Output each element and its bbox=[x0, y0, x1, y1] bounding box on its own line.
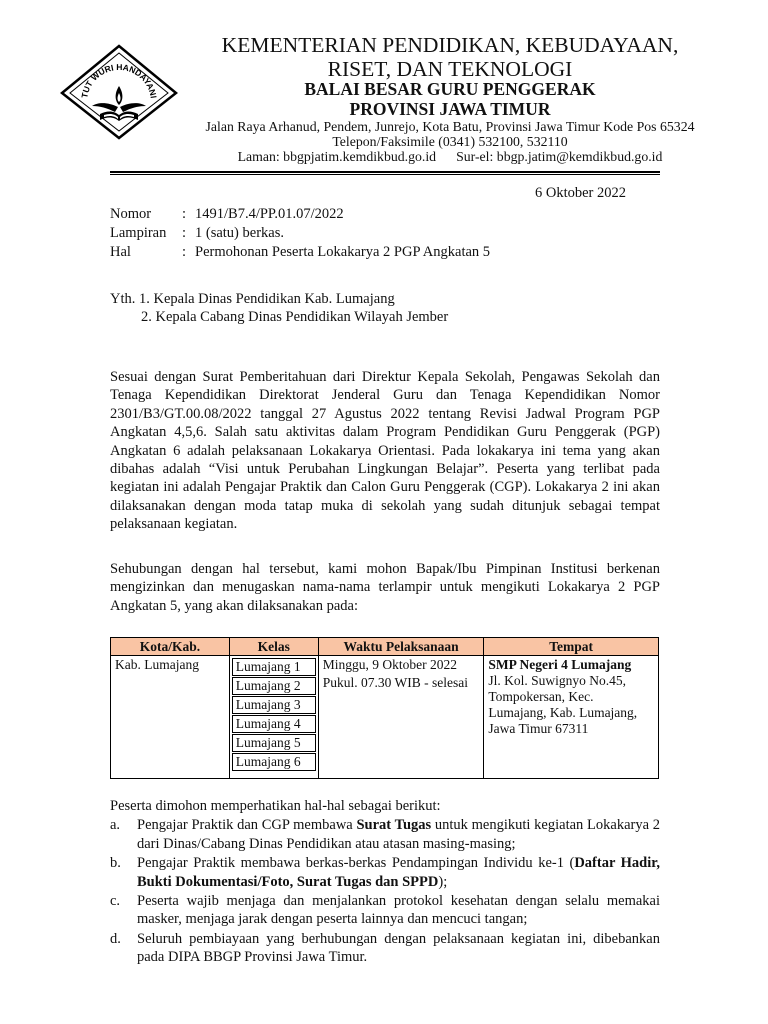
letterhead-contacts bbox=[180, 149, 720, 165]
kelas-item: Lumajang 4 bbox=[232, 715, 316, 733]
letterhead-email-link[interactable]: Sur-el: bbgp.jatim@kemdikbud.go.id bbox=[456, 149, 663, 164]
kelas-item: Lumajang 5 bbox=[232, 734, 316, 752]
list-item bbox=[110, 854, 660, 891]
cell-waktu bbox=[318, 656, 484, 779]
note-b-text-2: ); bbox=[438, 873, 448, 890]
meta-lampiran-label: Lampiran bbox=[110, 225, 167, 241]
tut-wuri-handayani-logo-icon bbox=[60, 44, 178, 140]
note-b-bold: Daftar Hadir, Bukti Dokumentasi/Foto, Surat Tugas dan SPPD bbox=[137, 855, 661, 890]
cell-kelas bbox=[229, 656, 318, 779]
meta-lampiran-value: 1 (satu) berkas. bbox=[195, 225, 284, 241]
letterhead-province: PROVINSI JAWA TIMUR bbox=[349, 99, 551, 119]
notes-section bbox=[110, 797, 660, 967]
waktu-time: Pukul. 07.30 WIB - selesai bbox=[322, 675, 468, 690]
header-tempat: Tempat bbox=[484, 638, 659, 656]
header-kota: Kota/Kab. bbox=[111, 638, 230, 656]
list-item bbox=[110, 816, 660, 853]
body-paragraph-2: Sehubungan dengan hal tersebut, kami mohon Bapak/Ibu Pimpinan Institusi berkenan mengizinkan dan menugaskan nama-nama terlampir untuk mengikuti Lokakarya 2 PGP Angkatan 5, yang akan dilaksanakan pada: bbox=[110, 561, 660, 614]
meta-hal-value: Permohonan Peserta Lokakarya 2 PGP Angkatan 5 bbox=[195, 244, 491, 260]
list-item bbox=[110, 930, 660, 967]
recipient-2: 2. Kepala Cabang Dinas Pendidikan Wilayah Jember bbox=[141, 309, 449, 325]
tempat-address: Jl. Kol. Suwignyo No.45, Tompokersan, Kec. Lumajang, Kab. Lumajang, Jawa Timur 67311 bbox=[488, 673, 638, 736]
header-waktu: Waktu Pelaksanaan bbox=[318, 638, 484, 656]
list-item bbox=[110, 892, 660, 929]
header-kelas: Kelas bbox=[229, 638, 318, 656]
letterhead-ministry-line2: RISET, DAN TEKNOLOGI bbox=[327, 57, 573, 81]
note-a-text: Pengajar Praktik dan CGP membawa bbox=[137, 817, 357, 834]
list-marker: b. bbox=[110, 855, 121, 872]
notes-intro: Peserta dimohon memperhatikan hal-hal sebagai berikut: bbox=[110, 798, 441, 814]
kelas-item: Lumajang 1 bbox=[232, 658, 316, 676]
note-c-text: Peserta wajib menjaga dan menjalankan protokol kesehatan dengan selalu memakai masker, menjaga jarak dengan peserta lainnya dan mencuci tangan; bbox=[137, 893, 660, 928]
list-marker: c. bbox=[110, 893, 121, 910]
letterhead-phone: Telepon/Faksimile (0341) 532100, 532110 bbox=[332, 134, 568, 149]
meta-hal-label: Hal bbox=[110, 244, 131, 260]
note-a-text-2: untuk mengikuti kegiatan Lokakarya 2 dari Dinas/Cabang Dinas Pendidikan atau atasan masing-masing; bbox=[137, 817, 661, 852]
kelas-item: Lumajang 3 bbox=[232, 696, 316, 714]
list-marker: a. bbox=[110, 817, 121, 834]
cell-tempat bbox=[484, 656, 659, 779]
meta-nomor-label: Nomor bbox=[110, 206, 152, 222]
meta-colon: : bbox=[182, 244, 187, 260]
body-paragraph-1: Sesuai dengan Surat Pemberitahuan dari Direktur Kepala Sekolah, Pengawas Sekolah dan Tenaga Kependidikan Direktorat Jenderal Guru dan Tenaga Kependidikan Nomor 2301/B3/GT.00.08/2022 tanggal 27 Agustus 2022 tentang Revisi Jadwal Program PGP Angkatan 4,5,6. Salah satu aktivitas dalam Program Pendidikan Guru Penggerak (PGP) Angkatan 6 adalah pelaksanaan Lokakarya Orientasi. Pada lokakarya ini tema yang akan dibahas adalah “Visi untuk Perubahan Lingkungan Belajar”. Peserta yang terlibat pada kegiatan ini adalah Pengajar Praktik dan Calon Guru Penggerak (CGP). Lokakarya 2 ini akan dilaksanakan dengan moda tatap muka di sekolah yang sudah ditunjuk sebagai tempat pelaksanaan kegiatan. bbox=[110, 369, 660, 533]
letter-date: 6 Oktober 2022 bbox=[534, 185, 626, 201]
note-a-bold: Surat Tugas bbox=[356, 817, 432, 834]
schedule-table bbox=[110, 637, 659, 779]
letterhead-ministry-line1: KEMENTERIAN PENDIDIKAN, KEBUDAYAAN, bbox=[221, 33, 679, 57]
table-row bbox=[111, 656, 659, 779]
letterhead-institution: BALAI BESAR GURU PENGGERAK bbox=[304, 79, 596, 99]
letterhead-divider-thick bbox=[110, 171, 660, 173]
note-d-text: Seluruh pembiayaan yang berhubungan dengan pelaksanaan kegiatan ini, dibebankan pada DIPA BBGP Provinsi Jawa Timur. bbox=[137, 930, 660, 966]
list-marker: d. bbox=[110, 930, 121, 947]
letterhead-address: Jalan Raya Arhanud, Pendem, Junrejo, Kota Batu, Provinsi Jawa Timur Kode Pos 65324 bbox=[205, 119, 695, 134]
kelas-item: Lumajang 6 bbox=[232, 753, 316, 771]
logo-motto-text: TUT WURI HANDAYANI bbox=[79, 61, 159, 99]
recipients bbox=[110, 290, 448, 326]
letterhead-website-link[interactable]: Laman: bbgpjatim.kemdikbud.go.id bbox=[237, 149, 437, 164]
tempat-name: SMP Negeri 4 Lumajang bbox=[488, 657, 632, 672]
meta-nomor-value: 1491/B7.4/PP.01.07/2022 bbox=[195, 206, 344, 222]
recipient-1: Yth. 1. Kepala Dinas Pendidikan Kab. Lumajang bbox=[110, 291, 395, 307]
meta-colon: : bbox=[182, 206, 187, 222]
waktu-date: Minggu, 9 Oktober 2022 bbox=[322, 657, 457, 672]
letterhead-divider-thin bbox=[110, 174, 660, 175]
cell-kota: Kab. Lumajang bbox=[111, 656, 230, 779]
note-b-text: Pengajar Praktik membawa berkas-berkas Pendampingan Individu ke-1 ( bbox=[137, 855, 575, 872]
meta-colon: : bbox=[182, 225, 187, 241]
schedule-header-row bbox=[111, 638, 659, 656]
kelas-item: Lumajang 2 bbox=[232, 677, 316, 695]
